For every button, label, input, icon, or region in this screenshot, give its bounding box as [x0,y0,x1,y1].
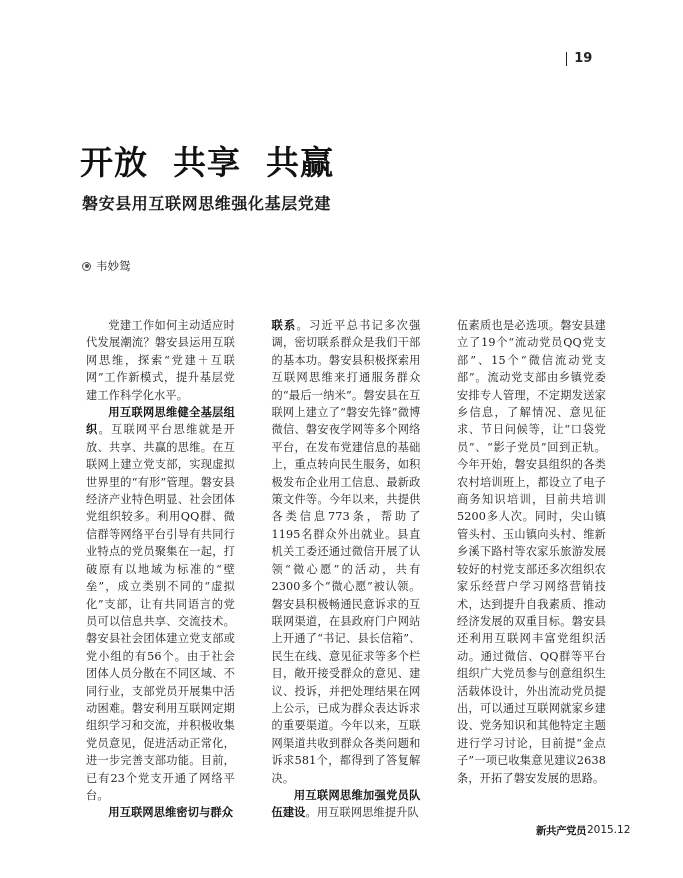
section-3-text-start: 。用互联网思维提升队 [305,806,419,820]
intro-paragraph: 党建工作如何主动适应时代发展潮流？磐安县运用互联网思维，探索“党建＋互联网”工作新模式，提升基层党建工作科学化水平。 [86,319,235,402]
section-1-heading: 用互联网思维健全基层组织 [86,406,235,437]
column-1 [86,317,235,822]
section-1-paragraph [86,404,235,804]
section-2-paragraph-start [86,804,235,821]
article-title: 开放 共享 共赢 [80,143,334,182]
section-3-paragraph-cont: 伍素质也是必选项。磐安县建立了19个“流动党员QQ党支部”、15个“微信流动党支部”。流动党支部由乡镇党委安排专人管理，不定期发送家乡信息，了解情况、意见征求、节日问候等，让“口袋党员”、“影子党员”回到正轨。今年开始，磐安县组织的各类农村培训班上，都设立了电子商务知识培训，目前共培训5200多人次。同时，尖山镇管头村、玉山镇向头村、维新乡溪下路村等农家乐旅游发展较好的村党支部还多次组织农家乐经营户学习网络营销技术，达到提升自我素质、推动经济发展的双重目标。磐安县还利用互联网丰富党组织活动。通过微信、QQ群等平台组织广大党员参与创意组织生活载体设计，外出流动党员提出，可以通过互联网就家乡建设、党务知识和其他特定主题进行学习讨论，目前提“金点子”一项已收集意见建议2638条，开拓了磐安发展的思路。 [457,319,606,785]
section-2-heading-cont: 联系 [271,319,297,332]
section-3-heading: 用互联网思维加强党员队伍建设 [271,788,421,820]
page-number-divider [566,52,567,66]
page-number-value: 19 [574,51,593,66]
author-name: 韦妙鸳 [96,259,131,273]
article-body [86,317,606,822]
author-byline [82,259,131,273]
section-3-paragraph-start [272,787,421,822]
section-2-paragraph-cont [272,317,421,787]
article-subtitle: 磐安县用互联网思维强化基层党建 [82,194,332,213]
page-footer [536,823,630,837]
section-1-text: 。互联网平台思维就是开放、共享、共赢的思维。在互联网上建立党支部，实现虚拟世界里的“有形”管理。磐安县经济产业特色明显、社会团体党组织较多。利用QQ群、微信群等网络平台引导有共同行业特点的党员聚集在一起，打破原有以地域为标准的“壁垒”，成立类别不同的“虚拟化”支部，让有共同语言的党员可以信息共享、交流技术。磐安县社会团体建立党支部或党小组的有56个。由于社会团体人员分散在不同区域、不同行业，支部党员开展集中活动困难。磐安利用互联网定期组织学习和交流，并积极收集党员意见，促进活动正常化，进一步完善支部功能。目前，已有23个党支开通了网络平台。 [86,423,235,802]
page-number [566,52,592,66]
section-2-text: 。习近平总书记多次强调，密切联系群众是我们干部的基本功。磐安县积极探索用互联网思维来打通服务群众的“最后一纳米”。磐安县在互联网上建立了“磐安先锋”微博微信、磐安夜学网等多个网络平台，在发布党建信息的基础上，重点转向民生服务，如积极发布企业用工信息、最新政策文件等。今年以来，共提供各类信息773条，帮助了1195名群众外出就业。县直机关工委还通过微信开展了认领“微心愿”的活动，共有2300多个“微心愿”被认领。磐安县积极畅通民意诉求的互联网渠道，在县政府门户网站上开通了“书记、县长信箱”、民生在线、意见征求等多个栏目，敞开接受群众的意见、建议、投诉，并把处理结果在网上公示，已成为群众表达诉求的重要渠道。今年以来，互联网渠道共收到群众各类问题和诉求581个，都得到了答复解决。 [271,319,421,785]
bullseye-icon [82,262,91,271]
section-2-heading: 用互联网思维密切与群众 [108,806,234,820]
issue-date: 2015.12 [587,824,631,836]
column-2 [272,317,421,822]
column-3 [457,317,606,822]
magazine-logo: 新共产党员 [536,824,586,837]
